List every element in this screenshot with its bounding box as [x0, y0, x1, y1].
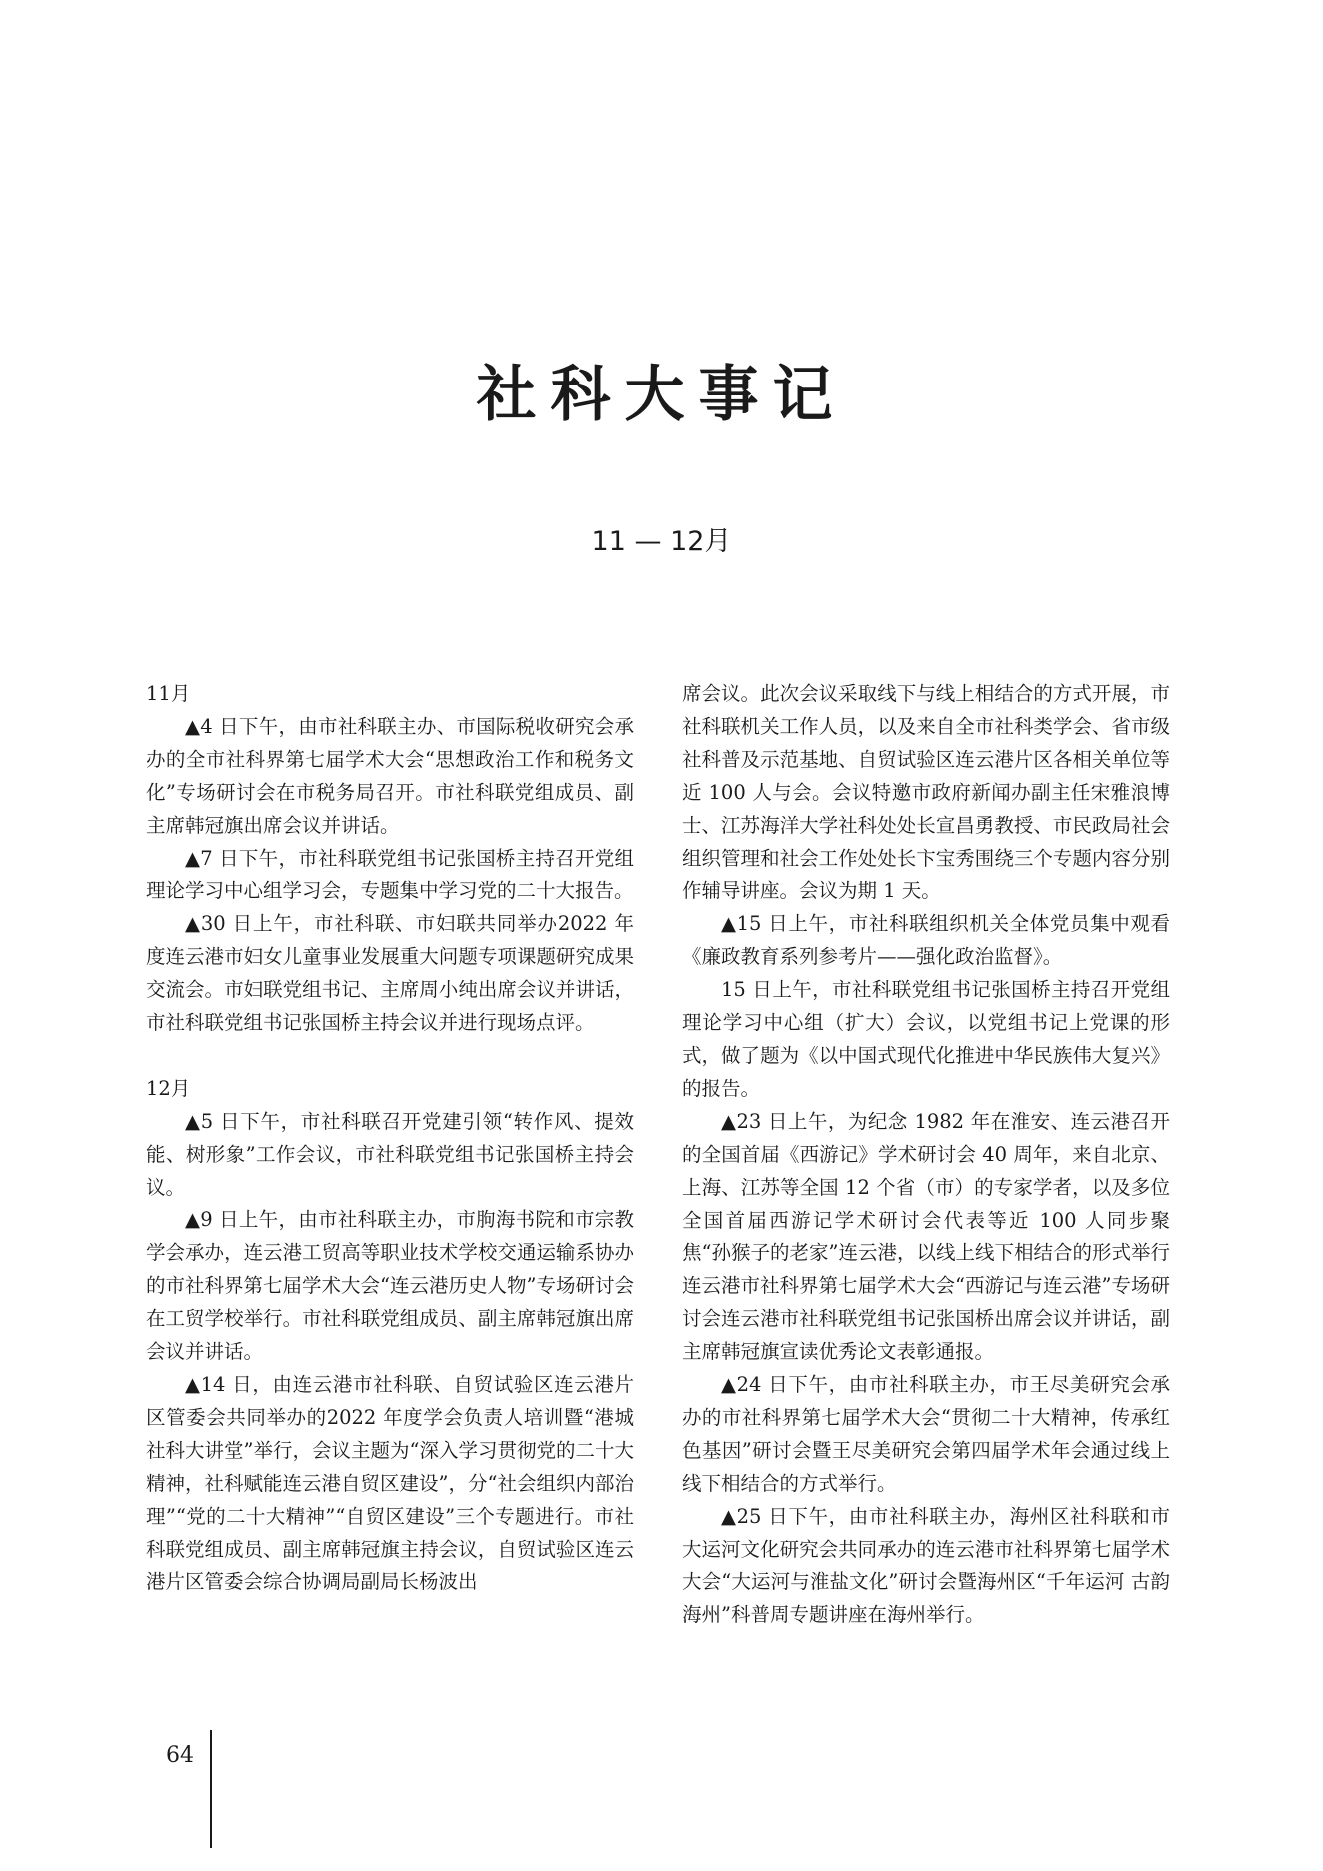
left-column — [146, 678, 634, 1599]
event-entry-continuation: 席会议。此次会议采取线下与线上相结合的方式开展，市社科联机关工作人员，以及来自全市社科类学会、省市级社科普及示范基地、自贸试验区连云港片区各相关单位等近 100 人与会。会议特邀市政府新闻办副主任宋雅浪博士、江苏海洋大学社科处处长宣昌勇教授、市民政局社会组织管理和社会工作处处长卞宝秀围绕三个专题内容分别作辅导讲座。会议为期 1 天。 — [682, 682, 1170, 903]
page-title: 社科大事记 — [476, 360, 847, 430]
event-entry: ▲24 日下午，由市社科联主办，市王尽美研究会承办的市社科界第七届学术大会“贯彻二十大精神，传承红色基因”研讨会暨王尽美研究会第四届学术年会通过线上线下相结合的方式举行。 — [682, 1373, 1170, 1495]
event-entry: ▲15 日上午，市社科联组织机关全体党员集中观看《廉政教育系列参考片——强化政治监督》。 — [682, 912, 1170, 969]
event-entry: ▲5 日下午，市社科联召开党建引领“转作风、提效能、树形象”工作会议，市社科联党组书记张国桥主持会议。 — [146, 1109, 634, 1199]
event-entry: 15 日上午，市社科联党组书记张国桥主持召开党组理论学习中心组（扩大）会议，以党组书记上党课的形式，做了题为《以中国式现代化推进中华民族伟大复兴》的报告。 — [682, 978, 1170, 1100]
event-entry: ▲25 日下午，由市社科联主办，海州区社科联和市大运河文化研究会共同承办的连云港市社科界第七届学术大会“大运河与淮盐文化”研讨会暨海州区“千年运河 古韵海州”科普周专题讲座在海州举行。 — [682, 1504, 1170, 1627]
event-entry: ▲30 日上午，市社科联、市妇联共同举办2022 年度连云港市妇女儿童事业发展重大问题专项课题研究成果交流会。市妇联党组书记、主席周小纯出席会议并讲话，市社科联党组书记张国桥主持会议并进行现场点评。 — [146, 912, 634, 1035]
event-entry: ▲7 日下午，市社科联党组书记张国桥主持召开党组理论学习中心组学习会，专题集中学习党的二十大报告。 — [146, 846, 634, 903]
page-subtitle: 11 — 12月 — [591, 526, 732, 557]
event-entry: ▲9 日上午，由市社科联主办，市朐海书院和市宗教学会承办，连云港工贸高等职业技术学校交通运输系协办的市社科界第七届学术大会“连云港历史人物”专场研讨会在工贸学校举行。市社科联党组成员、副主席韩冠旗出席会议并讲话。 — [146, 1208, 634, 1364]
event-entry: ▲14 日，由连云港市社科联、自贸试验区连云港片区管委会共同举办的2022 年度学会负责人培训暨“港城社科大讲堂”举行，会议主题为“深入学习贯彻党的二十大精神，社科赋能连云港自贸区建设”，分“社会组织内部治理”“党的二十大精神”“自贸区建设”三个专题进行。市社科联党组成员、副主席韩冠旗主持会议，自贸试验区连云港片区管委会综合协调局副局长杨波出 — [146, 1373, 634, 1594]
event-entry: ▲23 日上午，为纪念 1982 年在淮安、连云港召开的全国首届《西游记》学术研讨会 40 周年，来自北京、上海、江苏等全国 12 个省（市）的专家学者，以及多位全国首届西游记学术研讨会代表等近 100 人同步聚焦“孙猴子的老家”连云港，以线上线下相结合的形式举行连云港市社科界第七届学术大会“西游记与连云港”专场研讨会连云港市社科联党组书记张国桥出席会议并讲话，副主席韩冠旗宣读优秀论文表彰通报。 — [682, 1109, 1170, 1364]
event-entry: ▲4 日下午，由市社科联主办、市国际税收研究会承办的全市社科界第七届学术大会“思想政治工作和税务文化”专场研讨会在市税务局召开。市社科联党组成员、副主席韩冠旗出席会议并讲话。 — [146, 714, 634, 837]
page-number: 64 — [166, 1743, 194, 1768]
month-heading-november: 11月 — [146, 682, 191, 705]
page-margin-rule — [210, 1730, 212, 1848]
right-column — [682, 678, 1170, 1632]
month-heading-december: 12月 — [146, 1076, 191, 1100]
